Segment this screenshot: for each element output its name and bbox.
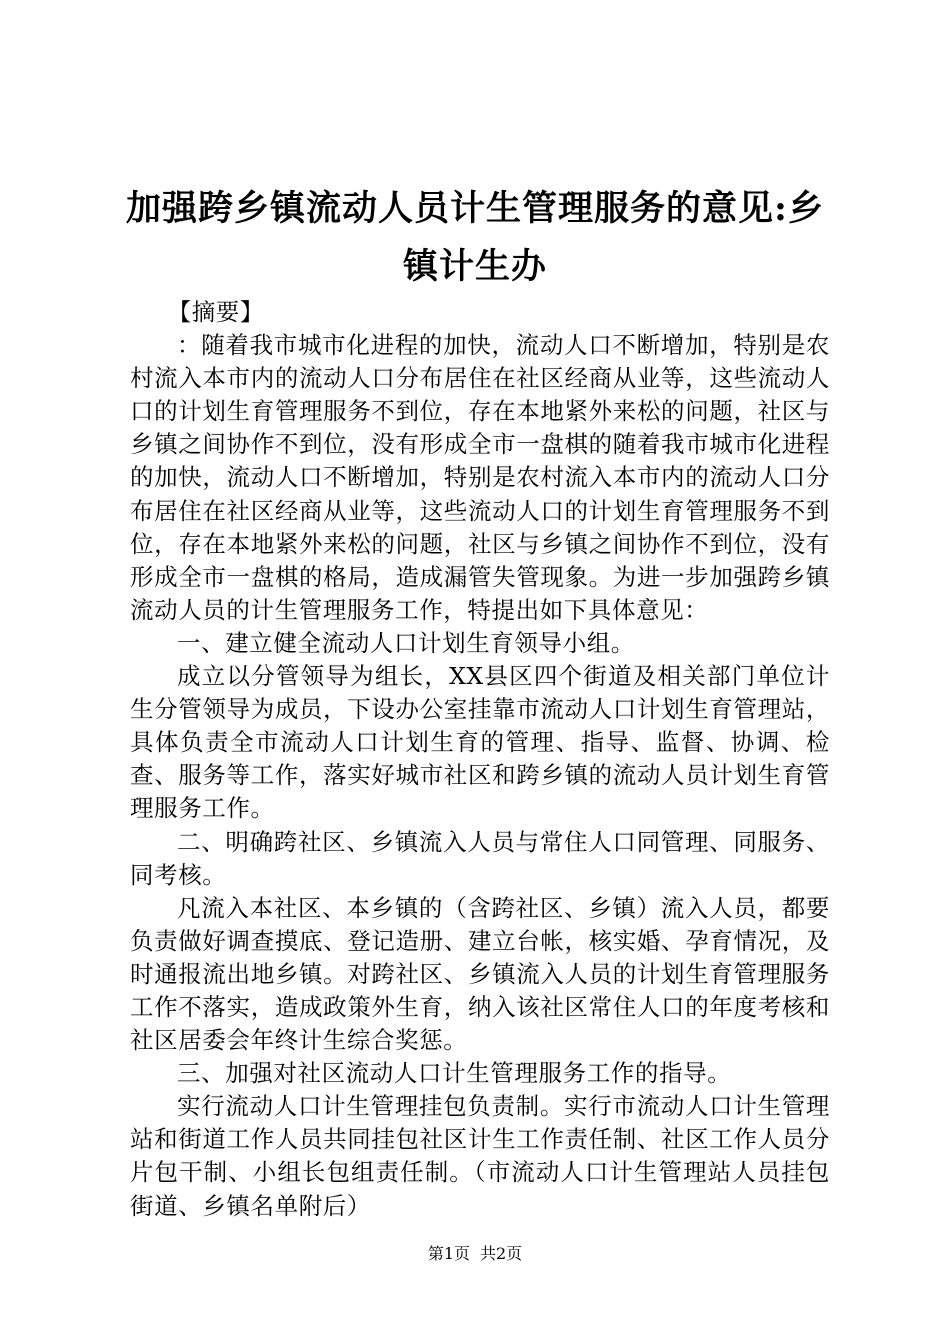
page-number-total: 共2页 <box>480 1244 523 1263</box>
paragraph-section-2: 凡流入本社区、本乡镇的（含跨社区、乡镇）流入人员，都要负责做好调查摸底、登记造册、建立台帐，核实婚、孕育情况，及时通报流出地乡镇。对跨社区、乡镇流入人员的计划生育管理服务工作不落实，造成政策外生育，纳入该社区常住人口的年度考核和社区居委会年终计生综合奖惩。 <box>130 893 830 1055</box>
section-heading-2: 二、明确跨社区、乡镇流入人员与常住人口同管理、同服务、同考核。 <box>130 827 830 889</box>
document-body <box>130 296 830 1223</box>
document-title: 加强跨乡镇流动人员计生管理服务的意见:乡镇计生办 <box>126 188 824 287</box>
paragraph-section-3: 实行流动人口计生管理挂包负责制。实行市流动人口计生管理站和街道工作人员共同挂包社区计生工作责任制、社区工作人员分片包干制、小组长包组责任制。（市流动人口计生管理站人员挂包街道、乡镇名单附后） <box>130 1092 830 1220</box>
page-footer <box>0 1244 950 1264</box>
paragraph-intro: ：随着我市城市化进程的加快，流动人口不断增加，特别是农村流入本市内的流动人口分布居住在社区经商从业等，这些流动人口的计划生育管理服务不到位，存在本地紧外来松的问题，社区与乡镇之间协作不到位，没有形成全市一盘棋的随着我市城市化进程的加快，流动人口不断增加，特别是农村流入本市内的流动人口分布居住在社区经商从业等，这些流动人口的计划生育管理服务不到位，存在本地紧外来松的问题，社区与乡镇之间协作不到位，没有形成全市一盘棋的格局，造成漏管失管现象。为进一步加强跨乡镇流动人员的计生管理服务工作，特提出如下具体意见： <box>130 331 830 624</box>
page-number-current: 第1页 <box>427 1244 470 1263</box>
section-heading-1: 一、建立健全流动人口计划生育领导小组。 <box>177 628 635 657</box>
paragraph-section-1: 成立以分管领导为组长，XX县区四个街道及相关部门单位计生分管领导为成员，下设办公室挂靠市流动人口计划生育管理站，具体负责全市流动人口计划生育的管理、指导、监督、协调、检查、服务等工作，落实好城市社区和跨乡镇的流动人员计划生育管理服务工作。 <box>130 662 830 823</box>
section-heading-3: 三、加强对社区流动人口计生管理服务工作的指导。 <box>177 1059 732 1088</box>
abstract-label: 【摘要】 <box>167 298 264 326</box>
